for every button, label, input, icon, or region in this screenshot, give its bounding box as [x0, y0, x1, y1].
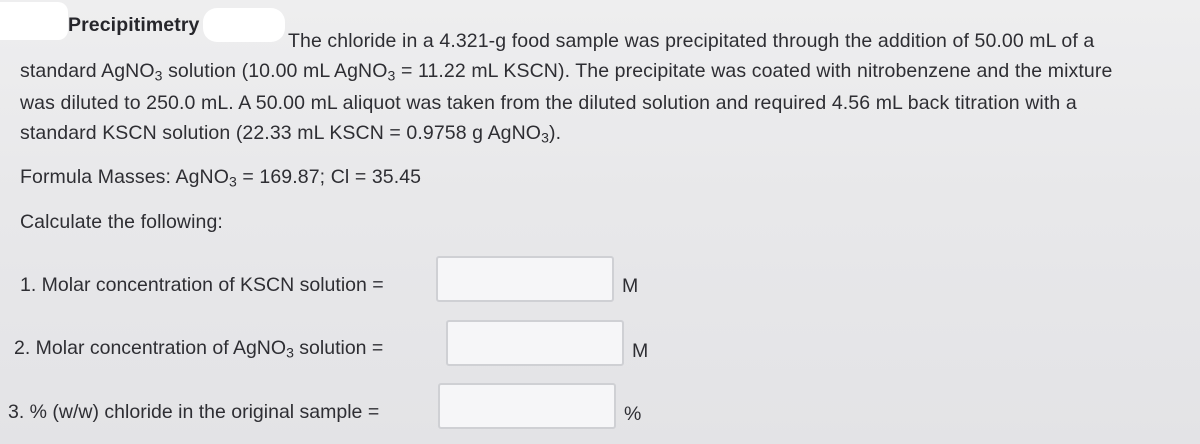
formula-masses: Formula Masses: AgNO$_3$ = 169.87; Cl = 35.45 [20, 166, 422, 190]
question-2-label: 2. Molar concentration of AgNO$_3$ solution = [14, 337, 384, 361]
question-1-answer-input[interactable] [436, 256, 614, 302]
question-2-unit: M [632, 340, 649, 362]
question-2-answer-input[interactable] [446, 320, 624, 366]
problem-line-1 [68, 14, 199, 37]
question-3-unit: % [624, 403, 642, 425]
question-1-unit: M [622, 275, 639, 297]
redaction-left [0, 2, 68, 40]
problem-title: Precipitimetry [68, 14, 200, 36]
problem-text-line-3: was diluted to 250.0 mL. A 50.00 mL aliquot was taken from the diluted solution and required 4.56 mL back titration with a [20, 92, 1077, 114]
question-3-label: 3. % (w/w) chloride in the original sample = [8, 401, 380, 423]
problem-text-line-1: The chloride in a 4.321-g food sample was precipitated through the addition of 50.00 mL of a [288, 30, 1095, 52]
question-1-label: 1. Molar concentration of KSCN solution = [20, 274, 384, 296]
question-3-answer-input[interactable] [438, 383, 616, 429]
problem-text-line-2: standard AgNO$_3$ solution (10.00 mL AgNO$_3$ = 11.22 mL KSCN). The precipitate was coated with nitrobenzene and the mixture [20, 60, 1113, 84]
problem-text-line-4: standard KSCN solution (22.33 mL KSCN = 0.9758 g AgNO$_3$). [20, 122, 562, 146]
calculate-prompt: Calculate the following: [20, 211, 223, 233]
redaction-middle [203, 8, 285, 42]
